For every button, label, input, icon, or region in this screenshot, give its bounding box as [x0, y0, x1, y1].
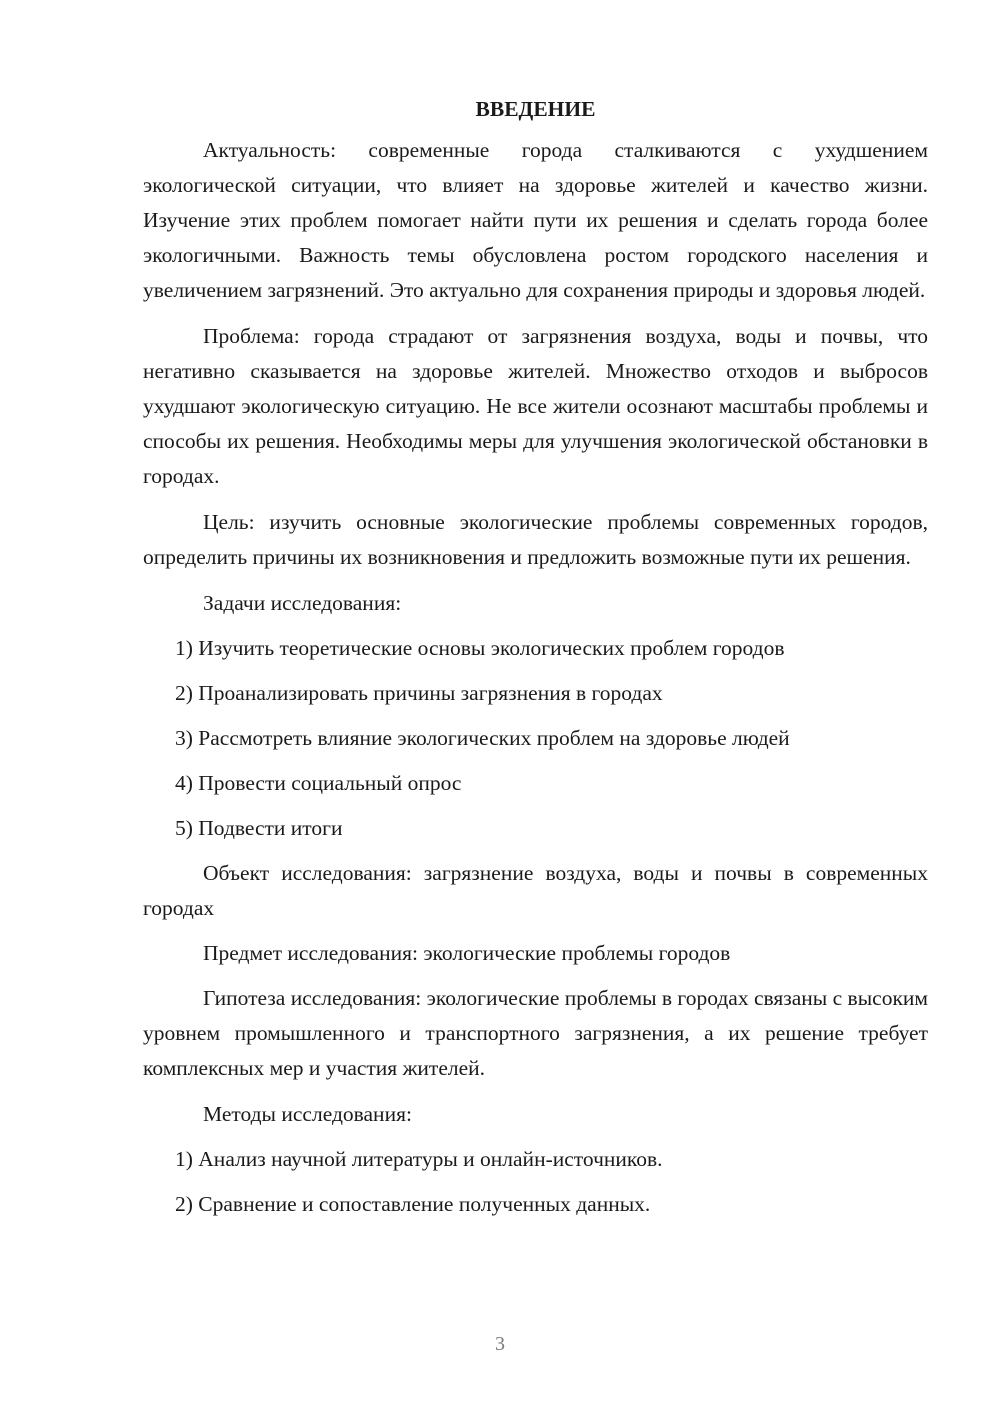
page-title: ВВЕДЕНИЕ	[475, 97, 596, 121]
methods-list	[143, 1142, 928, 1222]
list-item: 2) Проанализировать причины загрязнения в городах	[175, 681, 663, 705]
object-paragraph: Объект исследования: загрязнение воздуха, воды и почвы в современных городах	[143, 861, 928, 920]
tasks-heading: Задачи исследования:	[203, 591, 402, 615]
list-item: 5) Подвести итоги	[175, 816, 343, 840]
page-content	[143, 92, 928, 1222]
list-item: 1) Анализ научной литературы и онлайн-источников.	[175, 1147, 663, 1171]
hypothesis-paragraph: Гипотеза исследования: экологические проблемы в городах связаны с высоким уровнем промышленного и транспортного загрязнения, а их решение требует комплексных мер и участия жителей.	[143, 986, 928, 1080]
relevance-paragraph: Актуальность: современные города сталкиваются с ухудшением экологической ситуации, что влияет на здоровье жителей и качество жизни. Изучение этих проблем помогает найти пути их решения и сделать города более экологичными. Важность темы обусловлена ростом городского населения и увеличением загрязнений. Это актуально для сохранения природы и здоровья людей.	[143, 138, 928, 302]
subject-paragraph: Предмет исследования: экологические проблемы городов	[203, 941, 731, 965]
list-item: 2) Сравнение и сопоставление полученных данных.	[175, 1192, 651, 1216]
list-item: 4) Провести социальный опрос	[175, 771, 462, 795]
goal-paragraph: Цель: изучить основные экологические проблемы современных городов, определить причины их возникновения и предложить возможные пути их решения.	[143, 510, 928, 569]
methods-heading: Методы исследования:	[203, 1102, 412, 1126]
list-item: 3) Рассмотреть влияние экологических проблем на здоровье людей	[175, 726, 790, 750]
tasks-list	[143, 631, 928, 846]
problem-paragraph: Проблема: города страдают от загрязнения воздуха, воды и почвы, что негативно сказывается на здоровье жителей. Множество отходов и выбросов ухудшают экологическую ситуацию. Не все жители осознают масштабы проблемы и способы их решения. Необходимы меры для улучшения экологической обстановки в городах.	[143, 324, 928, 488]
list-item: 1) Изучить теоретические основы экологических проблем городов	[175, 636, 785, 660]
page-number: 3	[495, 1333, 505, 1355]
